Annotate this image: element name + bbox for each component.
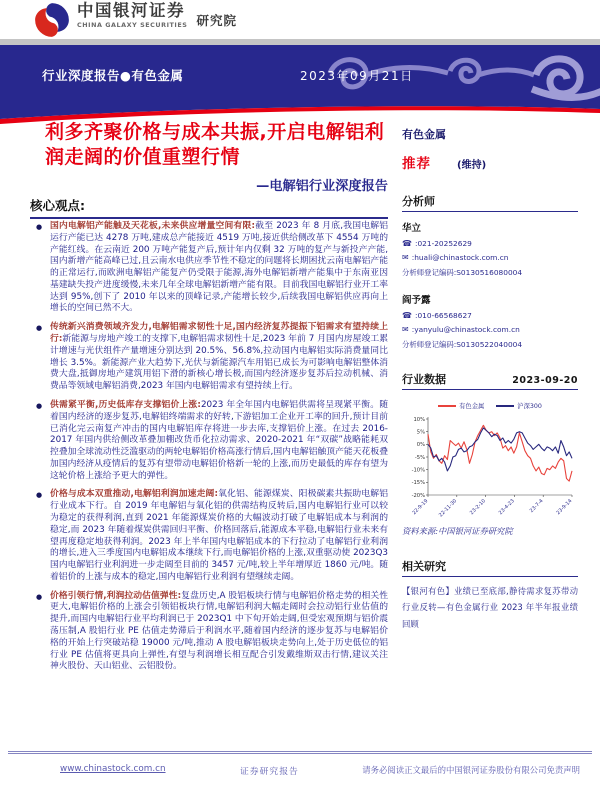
analyst-email: :huali@chinastock.com.cn <box>411 253 509 262</box>
bullet-lead: 国内电解铝产能触及天花板,未来供应增量空间有限: <box>50 221 256 231</box>
page-subtitle: —电解铝行业深度报告 <box>256 179 388 194</box>
analyst-name: 阎予露 <box>402 295 431 306</box>
svg-text:-15%: -15% <box>411 480 425 487</box>
svg-text:23-4-23: 23-4-23 <box>497 498 516 517</box>
svg-text:-20%: -20% <box>411 492 425 499</box>
bullet-icon: ● <box>36 324 43 333</box>
series-line-swatch <box>496 405 514 407</box>
series-line-swatch <box>438 405 456 407</box>
list-item <box>30 221 388 315</box>
svg-text:-10%: -10% <box>411 467 425 474</box>
analyst-registration: 分析师登记编码:S0130522040004 <box>402 340 523 349</box>
bullet-body: 新能源与房地产竣工的支撑下,电解铝需求韧性十足,2023 年前 7 月国内房屋竣工累计增速与光伏组件产量增速分别达到 20.5%、56.8%,拉动国内电解铝实际消费量同比增长 3.5%。新能源产业大趋势下,光伏与新能源汽车用铝已成长为可影响电解铝整体消费大盘,抵御房地产建筑用铝下滑的新核心增长极,而国内经济逐步复苏后拉动机械、消费品等领域电解铝消费,2023 年国内电解铝需求有望持续上行。 <box>50 334 388 392</box>
list-item <box>30 322 388 393</box>
bullet-lead: 价格引领行情,利润拉动估值弹性: <box>50 590 182 601</box>
chart-source: 资料来源:中国银河证券研究院 <box>402 526 513 536</box>
legend-label: 沪深300 <box>517 403 542 410</box>
list-item <box>30 591 388 673</box>
footer-report-type: 证券研究报告 <box>240 767 299 777</box>
galaxy-logo-icon <box>34 2 70 38</box>
footer-disclaimer: 请务必阅读正文最后的中国银河证券股份有限公司免责声明 <box>362 765 580 775</box>
header-logo-row <box>34 2 237 38</box>
website-link[interactable]: www.chinastock.com.cn <box>60 764 166 774</box>
list-item <box>30 400 388 482</box>
bullet-lead: 供需紧平衡,历史低库存支撑铝价上涨: <box>50 399 201 410</box>
analyst-email-row <box>402 253 578 262</box>
legend-item <box>438 401 484 410</box>
bullet-body: 氧化铝、能源煤炭、阳极碳素共振助电解铝行业成本下行。自 2019 年电解铝与氧化铝的供需结构反转后,国内电解铝行业可以较为稳定的获得利润,直到 2021 年能源煤炭价格的大幅波动打破了电解铝成本与利润的稳定,而 2023 年随着煤炭供需回归平衡、价格回落后,能源成本平稳,电解铝行业未来有望再度稳定地获得利润。2023 年上半年国内电解铝成本的下行拉动了电解铝行业利润的增长,进入三季度国内电解铝成本继续下行,而电解铝价格的上涨,双重驱动使 2023Q3 国内电解铝行业利润进一步走阔至目前的 3457 元/吨,较上半年增厚近 1860 元/吨。随着铝价的上涨与成本的稳定,国内电解铝行业利润有望继续走阔。 <box>50 489 388 582</box>
report-type-label: 行业深度报告●有色金属 <box>42 68 184 83</box>
analyst-registration: 分析师登记编码:S0130516080004 <box>402 268 523 277</box>
bullet-lead: 传统新兴消费领域齐发力,电解铝需求韧性十足,国内经济复苏提振下铝需求有望持续上行: <box>50 322 388 345</box>
report-type-banner <box>0 45 600 102</box>
industry-data-date: 2023-09-20 <box>512 375 578 386</box>
email-icon: ✉ <box>402 253 409 262</box>
svg-text:-5%: -5% <box>414 454 425 461</box>
brand-suffix: 研究院 <box>196 13 237 28</box>
bullet-body: 复盘历史,A 股铝板块行情与电解铝价格走势的相关性更大,电解铝价格的上涨会引领铝板块行情,电解铝利润大幅走阔时会拉动铝行业估值的提升,而国内电解铝行业平均利润已于 2023Q1 中下旬开始走阔,但受宏观预期与铝价震荡压制,A 股铝行业 PE 估值走势滞后于利润水平,随着国内经济的逐步复苏与电解铝价格的开始上行突破站稳 19000 元/吨,推动 A 股电解铝板块走势向上,处于历史低位的铝行业 PE 估值将更具向上弹性,有望与利润增长相互配合引发戴维斯双击行情,建议关注神火股份、天山铝业、云铝股份。 <box>50 590 388 672</box>
analyst-name: 华立 <box>402 223 422 234</box>
rating-row <box>402 152 578 172</box>
industry-tag: 有色金属 <box>402 128 446 141</box>
phone-icon: ☎ <box>402 239 412 248</box>
footer-divider <box>8 751 592 754</box>
brand-name-en: CHINA GALAXY SECURITIES <box>77 20 188 29</box>
bullet-body: 截至 2023 年 8 月底,我国电解铝运行产能已达 4278 万吨,建成总产能接近 4519 万吨,接近供给侧改革下 4554 万吨的产能红线。在云南近 200 万吨产能复产后,预计年内仅剩 32 万吨的复产与新投产产能,国内新增产能高峰已过,且云南水电供应季节性不稳定的问题将长期困扰云南电解铝产能的正常运行,而欧洲电解铝产能复产仍受限于能源,海外电解铝新增产能集中于东南亚因基建缺失投产进度缓慢,未来几年全球电解铝新增产能有限。目前我国电解铝行业开工率达到 95%,创下了 2010 年以来的顶峰记录,产能增长较少,后续我国电解铝供应再向上增长的空间已然不大。 <box>50 221 388 314</box>
svg-text:23-7-4: 23-7-4 <box>528 498 545 514</box>
analyst-section-heading: 分析师 <box>402 193 578 212</box>
legend-label: 有色金属 <box>459 403 485 410</box>
rating-note: (维持) <box>457 160 487 171</box>
analyst-email: :yanyulu@chinastock.com.cn <box>411 325 520 334</box>
sidebar <box>402 126 578 632</box>
bullet-body: 2023 年全年国内电解铝供需将呈现紧平衡。随着国内经济的逐步复苏,电解铝终端需求的好转,下游铝加工企业开工率的回升,预计目前已消化完云南复产冲击的国内电解铝库存将进一步去库,支撑铝价上涨。在过去 2016-2017 年国内供给侧改革叠加棚改货币化拉动需求、2020-2021 年“双碳”战略能耗双控叠加全球流动性泛滥驱动的两轮电解铝价格高涨行情后,国内电解铝触顶产能天花板叠加国内经济从疫情后的复苏有望带动电解铝价格新一轮的上涨,而历史最低的库存有望为这轮价格上涨给予更大的弹性。 <box>50 399 388 481</box>
analyst-block <box>402 220 578 278</box>
bullet-icon: ● <box>36 592 43 601</box>
svg-text:22-9-19: 22-9-19 <box>411 498 430 517</box>
svg-text:23-2-10: 23-2-10 <box>468 498 488 517</box>
bullet-icon: ● <box>36 223 43 231</box>
core-viewpoints-list <box>30 221 388 680</box>
bullet-icon: ● <box>36 491 43 500</box>
analyst-phone: :010-66568627 <box>414 311 472 320</box>
analyst-block <box>402 292 578 350</box>
bullet-icon: ● <box>36 401 43 410</box>
svg-text:10%: 10% <box>413 416 425 423</box>
svg-text:23-9-14: 23-9-14 <box>555 498 574 517</box>
svg-text:5%: 5% <box>416 429 425 436</box>
legend-item <box>496 401 542 410</box>
brand-name-cn: 中国银河证券 <box>77 1 185 20</box>
related-research-heading: 相关研究 <box>402 558 578 577</box>
analyst-phone-row <box>402 239 578 248</box>
email-icon: ✉ <box>402 325 409 334</box>
list-item <box>30 489 388 583</box>
report-date: 2023年09月21日 <box>300 69 414 83</box>
core-viewpoints-heading: 核心观点: <box>30 196 388 219</box>
analyst-phone-row <box>402 311 578 320</box>
industry-performance-chart <box>402 413 578 521</box>
page-title: 利多齐聚价格与成本共振,开启电解铝利润走阔的价值重塑行情 <box>45 121 385 169</box>
chart-legend <box>402 401 578 410</box>
svg-text:22-11-30: 22-11-30 <box>437 498 459 519</box>
phone-icon: ☎ <box>402 311 412 320</box>
industry-data-heading: 行业数据 2023-09-20 <box>402 371 578 390</box>
analyst-phone: :021-20252629 <box>414 239 472 248</box>
bullet-lead: 价格与成本双重推动,电解铝利润加速走阔: <box>50 489 219 500</box>
brand-name-block <box>77 2 187 29</box>
related-research-item: 【银河有色】业绩已至底部,静待需求复苏带动行业反转—有色金属行业 2023 年半年报业绩回顾 <box>402 586 578 629</box>
svg-text:0%: 0% <box>416 442 425 449</box>
analyst-email-row <box>402 325 578 334</box>
rating-badge: 推荐 <box>402 156 431 172</box>
